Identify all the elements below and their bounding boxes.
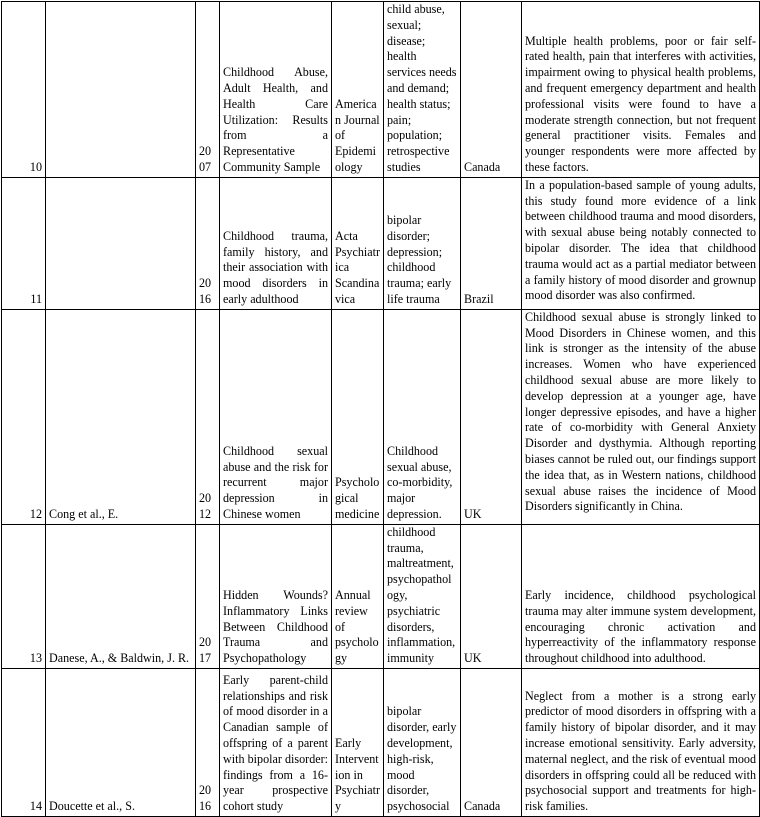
findings-cell: In a population-based sample of young adults, this study found more evidence of a link between childhood trauma and mood disorders, with sexual abuse being notably connected to bipolar disorder. The idea that childhood trauma would act as a partial mediator between a family history of mood disorder and grownup mood disorder was also confirmed. [522, 177, 760, 309]
keywords-cell: Childhood sexual abuse, co-morbidity, major depression. [384, 309, 461, 524]
journal-cell: Early Intervention in Psychiatry [332, 668, 384, 816]
table-row [2, 668, 760, 816]
table-row [2, 177, 760, 309]
author-cell [46, 177, 196, 309]
findings-cell: Childhood sexual abuse is strongly linked to Mood Disorders in Chinese women, and this link is stronger as the intensity of the abuse increases. Women who have experienced childhood sexual abuse are more likely to develop depression at a younger age, have longer depressive episodes, and have a higher rate of co-morbidity with General Anxiety Disorder and dysthymia. Although reporting biases cannot be ruled out, our findings support the idea that, as in Western nations, childhood sexual abuse raises the incidence of Mood Disorders significantly in China. [522, 309, 760, 524]
year-cell: 2012 [196, 309, 220, 524]
table-row [2, 2, 760, 178]
year-cell: 2017 [196, 524, 220, 668]
title-cell: Childhood Abuse, Adult Health, and Health Care Utilization: Results from a Representative Community Sample [220, 2, 332, 178]
country-cell: Brazil [461, 177, 522, 309]
journal-cell: American Journal of Epidemiology [332, 2, 384, 178]
row-number: 10 [2, 2, 46, 178]
year-cell: 2016 [196, 177, 220, 309]
findings-cell: Early incidence, childhood psychological trauma may alter immune system development, encouraging chronic activation and hyperreactivity of the inflammatory response throughout childhood into adulthood. [522, 524, 760, 668]
author-cell: Danese, A., & Baldwin, J. R. [46, 524, 196, 668]
findings-cell: Multiple health problems, poor or fair self-rated health, pain that interferes with activities, impairment owing to physical health problems, and frequent emergency department and health professional visits were found to have a moderate strength connection, but not frequent general practitioner visits. Females and younger respondents were more affected by these factors. [522, 2, 760, 178]
journal-cell: Annual review of psychology [332, 524, 384, 668]
row-number: 12 [2, 309, 46, 524]
title-cell: Hidden Wounds? Inflammatory Links Between Childhood Trauma and Psychopathology [220, 524, 332, 668]
title-cell: Childhood trauma, family history, and their association with mood disorders in early adulthood [220, 177, 332, 309]
year-cell: 2016 [196, 668, 220, 816]
author-cell [46, 2, 196, 178]
country-cell: UK [461, 309, 522, 524]
row-number: 14 [2, 668, 46, 816]
country-cell: Canada [461, 668, 522, 816]
row-number: 11 [2, 177, 46, 309]
country-cell: UK [461, 524, 522, 668]
table-row [2, 524, 760, 668]
author-cell: Cong et al., E. [46, 309, 196, 524]
country-cell: Canada [461, 2, 522, 178]
title-cell: Early parent-child relationships and risk of mood disorder in a Canadian sample of offspring of a parent with bipolar disorder: findings from a 16-year prospective cohort study [220, 668, 332, 816]
keywords-cell: bipolar disorder, early development, high-risk, mood disorder, psychosocial [384, 668, 461, 816]
author-cell: Doucette et al., S. [46, 668, 196, 816]
journal-cell: Acta Psychiatrica Scandinavica [332, 177, 384, 309]
year-cell: 2007 [196, 2, 220, 178]
journal-cell: Psychological medicine [332, 309, 384, 524]
title-cell: Childhood sexual abuse and the risk for recurrent major depression in Chinese women [220, 309, 332, 524]
keywords-cell: bipolar disorder; depression; childhood trauma; early life trauma [384, 177, 461, 309]
row-number: 13 [2, 524, 46, 668]
keywords-cell: childhood trauma, maltreatment, psychopathology, psychiatric disorders, inflammation, immunity [384, 524, 461, 668]
findings-cell: Neglect from a mother is a strong early predictor of mood disorders in offspring with a family history of bipolar disorder, and it may increase emotional sensitivity. Early adversity, maternal neglect, and the risk of eventual mood disorders in offspring could all be reduced with psychosocial support and treatments for high-risk families. [522, 668, 760, 816]
literature-review-table [1, 1, 760, 817]
table-row [2, 309, 760, 524]
keywords-cell: child abuse, sexual; disease; health services needs and demand; health status; pain; population; retrospective studies [384, 2, 461, 178]
